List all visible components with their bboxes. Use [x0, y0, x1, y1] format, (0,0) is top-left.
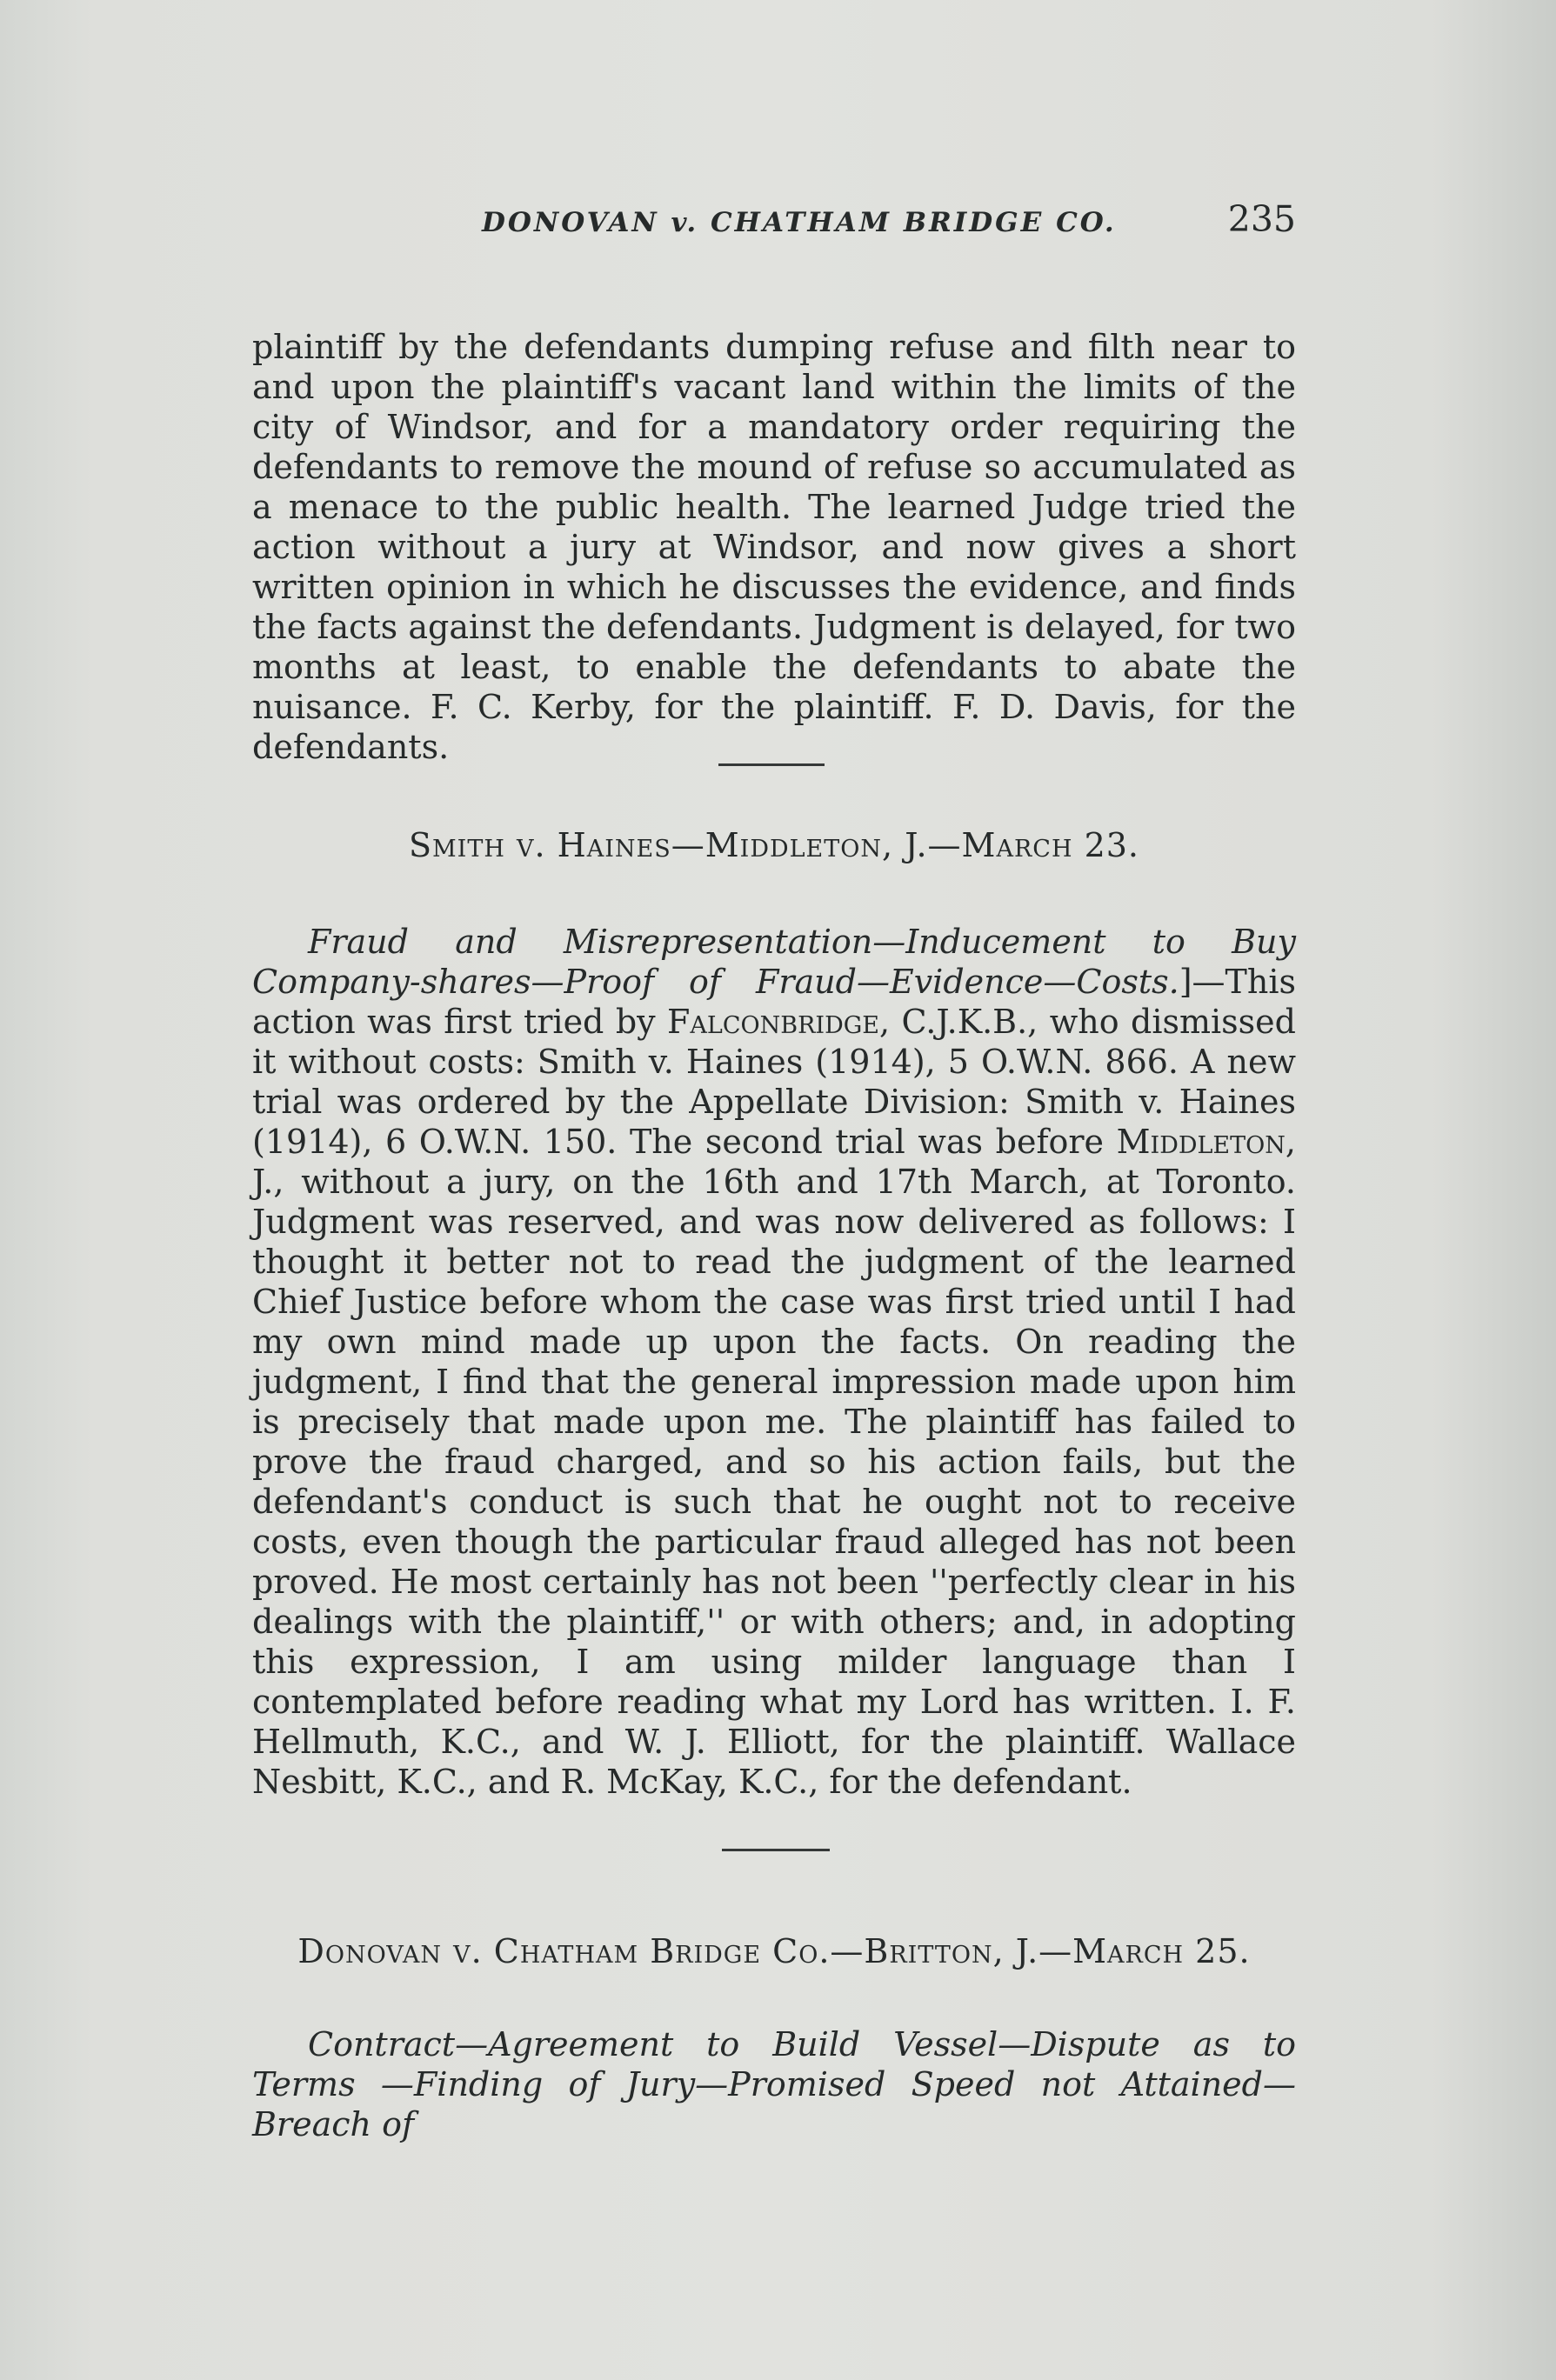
- report-text: , J., without a jury, on the 16th and 17th March, at Toronto. Judgment was reserved, and was now delivered as follows: I thought it better not to read the judgment of the learned Chief Justice before whom the case was first tried until I had my own mind made up upon the facts. On reading the judgment, I find that the general impression made upon him is precisely that made upon me. The plaintiff has failed to prove the fraud charged, and so his action fails, but the defendant's conduct is such that he ought not to receive costs, even though the particular fraud alleged has not been proved. He most certainly has not been ''perfectly clear in his dealings with the plaintiff,'' or with others; and, in adopting this expression, I am using milder language than I contemplated before reading what my Lord has written. I. F. Hellmuth, K.C., and W. J. Elliott, for the plaintiff. Wallace Nesbitt, K.C., and R. McKay, K.C., for the defendant.: [252, 1123, 1296, 1801]
- judge-name: Middleton: [1116, 1123, 1286, 1161]
- judge-name: Falconbridge: [667, 1003, 880, 1041]
- running-title: DONOVAN v. CHATHAM BRIDGE CO.: [482, 207, 1117, 238]
- catchwords: Fraud and Misrepresentation—Inducement to Buy Company-shares—Proof of Fraud—Evidence—Costs.: [252, 923, 1296, 1001]
- report-text: ]—This action was first tried by: [252, 963, 1296, 1041]
- report-text: , C.J.K.B., who dismissed it without costs: Smith v. Haines (1914), 5 O.W.N. 866. A new trial was ordered by the Appellate Division: Smith v. Haines (1914), 6 O.W.N. 150. The second trial was before: [252, 1003, 1296, 1161]
- case-heading-smith-v-haines: Smith v. Haines—Middleton, J.—March 23.: [408, 826, 1140, 864]
- page-header: [252, 198, 1296, 259]
- section-divider: [722, 1849, 830, 1851]
- continued-paragraph: plaintiff by the defendants dumping refuse and filth near to and upon the plaintiff's vacant land within the limits of the city of Windsor, and for a mandatory order requiring the defendants to remove the mound of refuse so accumulated as a menace to the public health. The learned Judge tried the action without a jury at Windsor, and now gives a short written opinion in which he discusses the evidence, and finds the facts against the defendants. Judgment is delayed, for two months at least, to enable the defendants to abate the nuisance. F. C. Kerby, for the plaintiff. F. D. Davis, for the defendants.: [252, 328, 1296, 766]
- case-heading-donovan-v-chatham: Donovan v. Chatham Bridge Co.—Britton, J.—March 25.: [297, 1932, 1251, 1970]
- page-number: 235: [1227, 198, 1296, 240]
- section-divider: [718, 763, 825, 766]
- case-report-smith-v-haines: [252, 922, 1296, 1802]
- catchwords: Contract—Agreement to Build Vessel—Dispute as to Terms —Finding of Jury—Promised Speed not Attained—Breach of: [252, 2025, 1296, 2143]
